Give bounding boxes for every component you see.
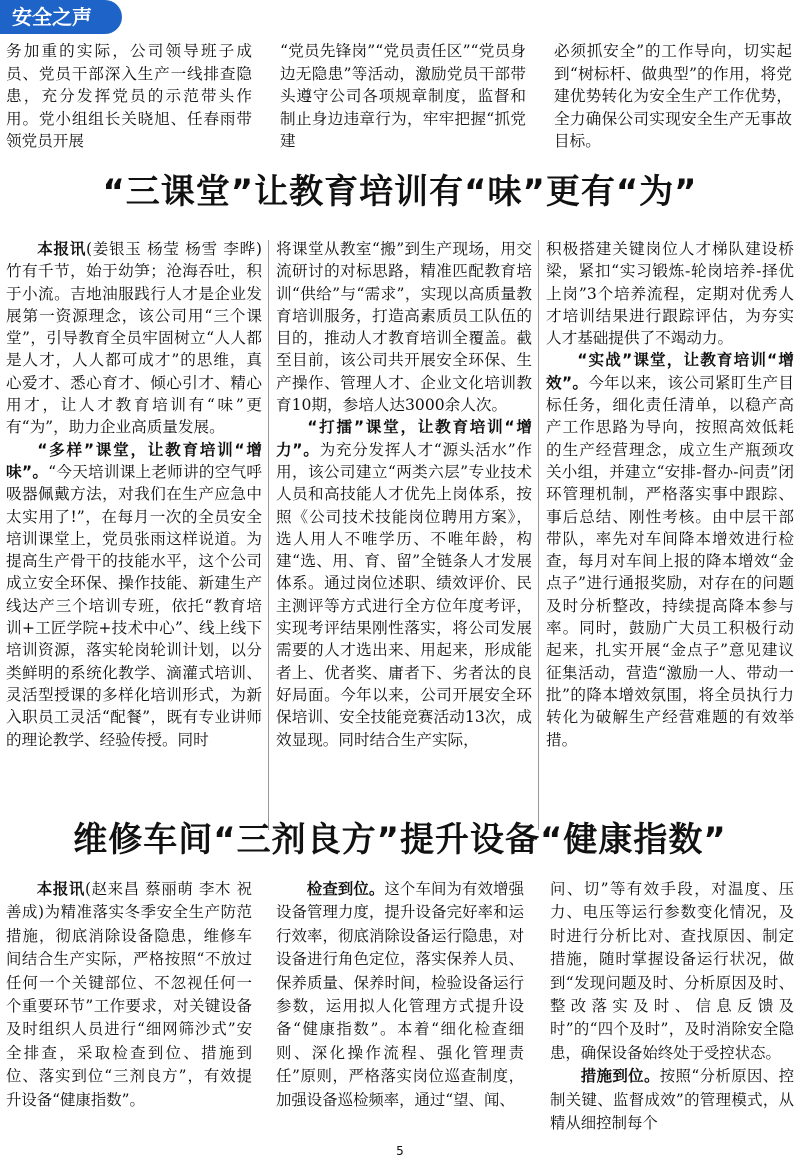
article2-col-2-para-1 [276, 878, 524, 1112]
article1-lead: 本报讯 [37, 240, 86, 258]
article2-col-3 [550, 878, 794, 1140]
article2-col-2-body: 这个车间为有效增强设备管理力度，提升设备完好率和运行效率，彻底消除设备运行隐患，对设备进行角色定位，落实保养人员、保养质量、保养时间，检验设备运行参数，运用拟人化管理方式提升设备“健康指数”。本着“细化检查细则、深化操作流程、强化管理责任”原则，严格落实岗位巡查制度，加强设备巡检频率，通过“望、闻、 [276, 880, 524, 1109]
article2-col-3-para-1: 问、切”等有效手段，对温度、压力、电压等运行参数变化情况，及时进行分析比对、查找原因、制定措施，随时掌握设备运行状况，做到“发现问题及时、分析原因及时、整改落实及时、信息反馈及时”的“四个及时”，及时消除安全隐患，确保设备始终处于受控状态。 [550, 880, 794, 1062]
top-col-2-text: “党员先锋岗”“党员责任区”“党员身边无隐患”等活动，激励党员干部带头遵守公司各项规章制度，监督和制止身边违章行为，牢牢把握“抓党建 [280, 42, 526, 150]
article1-col-1-intro: (姜银玉 杨莹 杨雪 李晔)竹有千节，始于幼笋；沧海吞吐，积于小流。吉地油服践行人才是企业发展第一资源理念，该公司用“三个课堂”，引导教育全员牢固树立“人人都是人才，人人都可成才”的思维，真心爱才、悉心育才、倾心引才、精心用才，让人才教育培训有“味”更有“为”，助力企业高质量发展。 [6, 240, 262, 437]
top-col-2 [280, 40, 526, 154]
article1-col-3 [546, 238, 794, 830]
article1-col-2 [276, 238, 532, 830]
article2-subheading-2: 措施到位。 [580, 1067, 660, 1086]
article1-col-1-para-1 [6, 238, 262, 439]
article2-col-3-body: 按照“分析原因、控制关键、监督成效”的管理模式，从精从细控制每个 [550, 1067, 794, 1133]
article2-col-1-para-1 [6, 878, 252, 1112]
article2-col-2 [276, 878, 524, 1140]
article2-col-1 [6, 878, 252, 1140]
article1-divider-1 [268, 240, 269, 830]
article1-headline: “三课堂”让教育培训有“味”更有“为” [102, 172, 698, 212]
top-col-1 [6, 40, 252, 154]
article1-col-1 [6, 238, 262, 830]
article2-lead: 本报讯 [36, 880, 85, 898]
article2-subheading-1: 检查到位。 [306, 880, 385, 898]
article1-col-3-body: 今年以来，该公司紧盯生产目标任务，细化责任清单，以稳产高产工作思路为导向，按照高效低耗的生产经营理念，成立生产瓶颈攻关小组，并建立“安排-督办-问责”闭环管理机制，严格落实事中跟踪、事后总结、刚性考核。由中层干部带队，率先对车间降本增效进行检查，每月对车间上报的降本增效“金点子”进行通报奖励，对存在的问题及时分析整改，持续提高降本参与率。同时，鼓励广大员工积极行动起来，扎实开展“金点子”意见建议征集活动，营造“激励一人、带动一批”的降本增效氛围，将全员执行力转化为破解生产经营难题的有效举措。 [546, 373, 794, 749]
page-number: 5 [396, 1144, 404, 1158]
article1-subheading-1: “多样”课堂，让教育培训“增味”。 [6, 440, 262, 481]
top-col-1-text: 务加重的实际，公司领导班子成员、党员干部深入生产一线排查隐患，充分发挥党员的示范带头作用。党小组组长关晓旭、任春雨带领党员开展 [6, 42, 252, 150]
section-tag: 安全之声 [0, 0, 122, 34]
article1-col-1-para-2 [6, 439, 262, 751]
article2-headline: 维修车间“三剂良方”提升设备“健康指数” [73, 820, 727, 860]
article1-col-2-para-2 [276, 416, 532, 750]
article1-col-3-para-2 [546, 349, 794, 750]
top-col-3-text: 必须抓安全”的工作导向，切实起到“树标杆、做典型”的作用，将党建优势转化为安全生产工作优势，全力确保公司实现安全生产无事故目标。 [554, 42, 792, 150]
article1-subheading-3: “实战”课堂，让教育培训“增效”。 [546, 351, 794, 392]
article1-col-1-body: “今天培训课上老师讲的空气呼吸器佩戴方法，对我们在生产应急中太实用了!”，在每月一次的全员安全培训课堂上，党员张雨这样说道。为提高生产骨干的技能水平，这个公司成立安全环保、操作技能、新建生产线达产三个培训专班，依托“教育培训+工匠学院+技术中心”、线上线下培训资源，落实轮岗轮训计划，以分类鲜明的系统化教学、滴灌式培训、灵活型授课的多样化培训形式，为新入职员工灵活“配餐”，既有专业讲师的理论教学、经验传授。同时 [6, 462, 262, 749]
article1-col-2-para-1: 将课堂从教室“搬”到生产现场，用交流研讨的对标思路，精准匹配教育培训“供给”与“需求”，实现以高质量教育培训服务，打造高素质员工队伍的目的，推动人才教育培训全覆盖。截至目前，该公司共开展安全环保、生产操作、管理人才、企业文化培训教育10期，参培人达3000余人次。 [276, 240, 532, 415]
article1-col-2-body: 为充分发挥人才“源头活水”作用，该公司建立“两类六层”专业技术人员和高技能人才优先上岗体系，按照《公司技术技能岗位聘用方案》，选人用人不唯学历、不唯年龄，构建“选、用、育、留”全链条人才发展体系。通过岗位述职、绩效评价、民主测评等方式进行全方位年度考评，实现考评结果刚性落实，将公司发展需要的人才选出来、用起来，形成能者上、优者奖、庸者下、劣者汰的良好局面。今年以来，公司开展安全环保培训、安全技能竞赛活动13次，成效显现。同时结合生产实际， [276, 440, 532, 749]
article1-col-3-para-1: 积极搭建关键岗位人才梯队建设桥梁，紧扣“实习锻炼-轮岗培养-择优上岗”3个培养流程，定期对优秀人才培训结果进行跟踪评估，为夯实人才基础提供了不竭动力。 [546, 240, 794, 348]
article2-col-3-para-2 [550, 1065, 794, 1135]
article1-divider-2 [538, 240, 539, 830]
article1-subheading-2: “打擂”课堂，让教育培训“增力”。 [276, 418, 532, 459]
top-col-3 [554, 40, 792, 154]
article2-col-1-intro: (赵来昌 蔡丽萌 李木 祝善成)为精准落实冬季安全生产防范措施，彻底消除设备隐患，维修车间结合生产实际，严格按照“不放过任何一个关键部位、不忽视任何一个重要环节”工作要求，对关键设备及时组织人员进行“细网筛沙式”安全排查，采取检查到位、措施到位、落实到位“三剂良方”，有效提升设备“健康指数”。 [6, 880, 252, 1109]
